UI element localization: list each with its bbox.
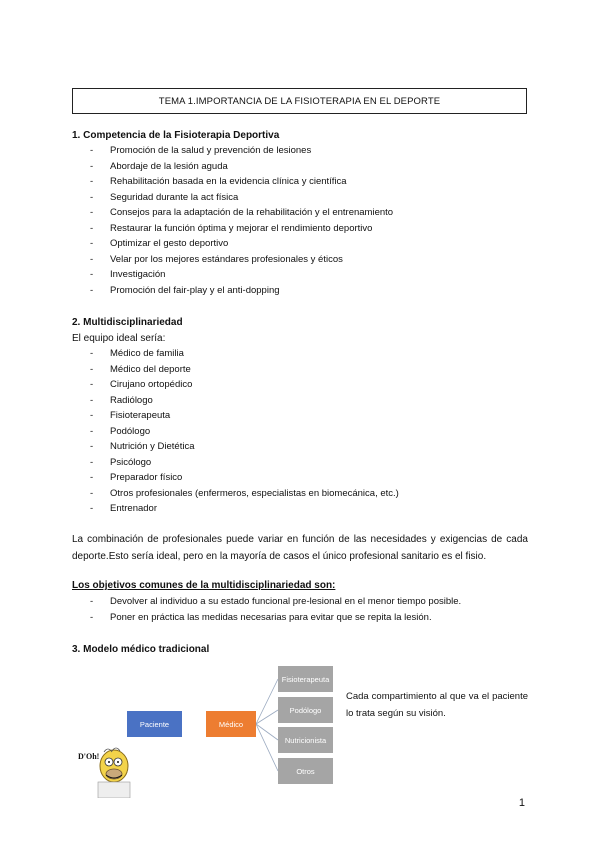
list-item: - Otros profesionales (enfermeros, especialistas en biomecánica, etc.)	[90, 487, 399, 499]
list-item: - Médico del deporte	[90, 363, 191, 375]
objectives-heading: Los objetivos comunes de la multidisciplinariedad son:	[72, 580, 336, 591]
list-item: - Optimizar el gesto deportivo	[90, 238, 229, 249]
list-item: - Velar por los mejores estándares profesionales y éticos	[90, 253, 343, 265]
list-item: - Psicólogo	[90, 456, 152, 468]
sticker-text: D'Oh!	[78, 752, 100, 761]
list-item: - Cirujano ortopédico	[90, 379, 193, 390]
list-item: - Investigación	[90, 269, 166, 280]
branch-box-physiotherapist: Fisioterapeuta	[278, 666, 333, 692]
objectives-list	[90, 594, 461, 625]
list-item: - Devolver al individuo a su estado funcional pre-lesional en el menor tiempo posible.	[90, 596, 462, 607]
section2-intro: El equipo ideal sería:	[72, 333, 166, 344]
list-item: - Consejos para la adaptación de la rehabilitación y el entrenamiento	[90, 207, 394, 218]
branch-box-others: Otros	[278, 758, 333, 784]
list-item: - Nutrición y Dietética	[90, 441, 195, 452]
branch-box-nutritionist: Nutricionista	[278, 727, 333, 753]
section2-list	[90, 346, 399, 517]
list-item: - Poner en práctica las medidas necesarias para evitar que se repita la lesión.	[90, 611, 432, 623]
list-item: - Rehabilitación basada en la evidencia clínica y científica	[90, 176, 347, 187]
document-title: TEMA 1.IMPORTANCIA DE LA FISIOTERAPIA EN EL DEPORTE	[72, 88, 527, 114]
section2-heading: 2. Multidisciplinariedad	[72, 317, 183, 328]
list-item: - Preparador físico	[90, 472, 183, 483]
list-item: - Promoción de la salud y prevención de lesiones	[90, 145, 312, 156]
section1-list	[90, 143, 393, 298]
branch-box-podiatrist: Podólogo	[278, 697, 333, 723]
list-item: - Fisioterapeuta	[90, 410, 171, 421]
list-item: - Radiólogo	[90, 394, 153, 406]
patient-box: Paciente	[127, 711, 182, 737]
list-item: - Podólogo	[90, 425, 151, 437]
section3-heading: 3. Modelo médico tradicional	[72, 644, 210, 655]
multidisciplinary-paragraph: La combinación de profesionales puede variar en función de las necesidades y exigencias de cada deporte.Esto sería ideal, pero en la mayoría de casos el único profesional sanitario es el fisio.	[72, 534, 528, 562]
page-number: 1	[518, 797, 525, 809]
cartoon-sticker-image	[78, 744, 138, 798]
list-item: - Médico de familia	[90, 348, 184, 359]
list-item: - Restaurar la función óptima y mejorar el rendimiento deportivo	[90, 222, 373, 234]
traditional-model-diagram	[110, 660, 340, 795]
section1-heading: 1. Competencia de la Fisioterapia Deportiva	[72, 130, 280, 141]
list-item: - Abordaje de la lesión aguda	[90, 160, 228, 172]
list-item: - Seguridad durante la act física	[90, 191, 239, 203]
doctor-box: Médico	[206, 711, 256, 737]
list-item: - Promoción del fair-play y el anti-dopping	[90, 284, 280, 296]
list-item: - Entrenador	[90, 503, 158, 514]
diagram-caption: Cada compartimiento al que va el paciente lo trata según su visión.	[346, 691, 528, 719]
